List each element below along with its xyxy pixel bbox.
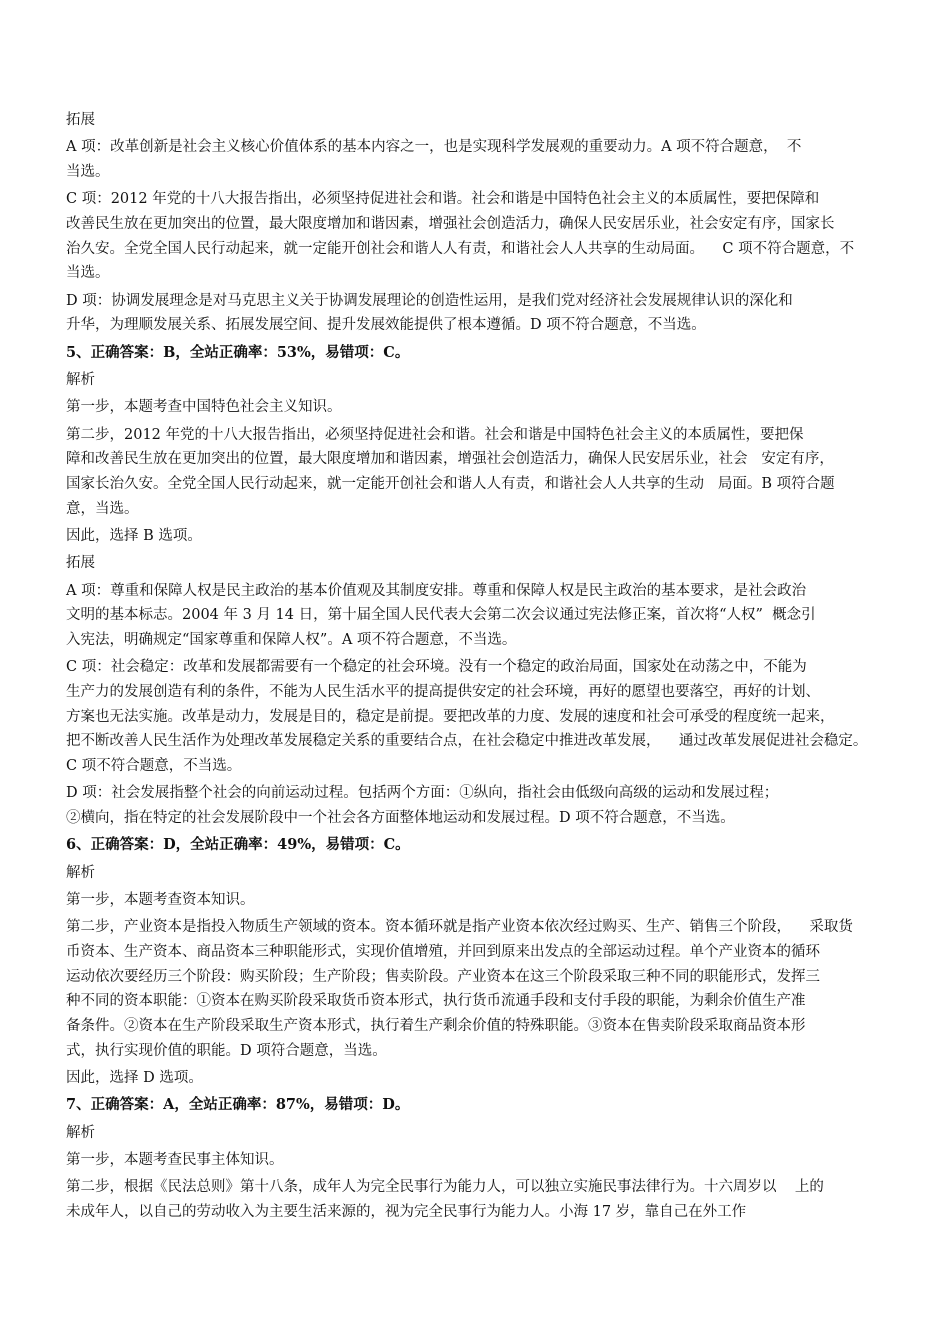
text-line: 拓展 [66,555,95,572]
text-line: 6、正确答案：D，全站正确率：49%，易错项：C。 [66,836,410,854]
text-line: 第一步，本题考查民事主体知识。 [66,1152,284,1168]
expand-heading [66,108,892,133]
text-line: 因此，选择 B 选项。 [66,528,202,544]
text-line: 运动依次要经历三个阶段：购买阶段；生产阶段；售卖阶段。产业资本在这三个阶段采取三种不同的职能形式，发挥三 [66,968,820,985]
text-line: 当选。 [66,265,110,282]
item-c-5 [66,655,892,779]
item-c-1 [66,187,892,286]
conclusion-5 [66,524,892,549]
analysis-heading-5 [66,368,892,393]
text-line: 解析 [66,1124,95,1141]
answer-5 [66,341,892,366]
text-line: 式，执行实现价值的职能。D 项符合题意，当选。 [66,1042,387,1059]
item-a-5 [66,579,892,653]
text-line: C 项：2012 年党的十八大报告指出，必须坚持促进社会和谐。社会和谐是中国特色社会主义的本质属性，要把保障和 [66,191,820,208]
text-line: 币资本、生产资本、商品资本三种职能形式，实现价值增殖，并回到原来出发点的全部运动过程。单个产业资本的循环 [66,944,820,960]
answer-6 [66,833,892,858]
step2-5 [66,423,892,522]
text-line: A 项：尊重和保障人权是民主政治的基本价值观及其制度安排。尊重和保障人权是民主政治的基本要求，是社会政治 [66,582,807,599]
text-line: 升华，为理顺发展关系、拓展发展空间、提升发展效能提供了根本遵循。D 项不符合题意，不当选。 [66,317,706,334]
text-line: 解析 [66,372,95,388]
text-line: C 项不符合题意，不当选。 [66,758,242,775]
text-line: 5、正确答案：B，全站正确率：53%，易错项：C。 [66,343,410,361]
analysis-heading-7 [66,1121,892,1146]
text-line: 拓展 [66,112,95,128]
text-line: 7、正确答案：A，全站正确率：87%，易错项：D。 [66,1096,410,1114]
text-line: D 项：社会发展指整个社会的向前运动过程。包括两个方面：①纵向，指社会由低级向高级的运动和发展过程； [66,785,779,802]
text-line: D 项：协调发展理念是对马克思主义关于协调发展理论的创造性运用，是我们党对经济社会发展规律认识的深化和 [66,292,793,309]
conclusion-6 [66,1066,892,1091]
text-line: 治久安。全党全国人民行动起来，就一定能开创社会和谐人人有责，和谐社会人人共享的生动局面。 C 项不符合题意，不 [66,240,855,257]
text-line: 当选。 [66,164,110,180]
text-line: 未成年人，以自己的劳动收入为主要生活来源的，视为完全民事行为能力人。小海 17 岁，靠自己在外工作 [66,1204,747,1220]
text-line: 意，当选。 [66,500,139,517]
text-line: 生产力的发展创造有利的条件，不能为人民生活水平的提高提供安定的社会环境，再好的愿望也要落空，再好的计划、 [66,684,820,700]
text-line: A 项：改革创新是社会主义核心价值体系的基本内容之一，也是实现科学发展观的重要动力。A 项不符合题意， 不 [66,139,802,156]
text-line: 第二步，根据《民法总则》第十八条，成年人为完全民事行为能力人，可以独立实施民事法律行为。十六周岁以 上的 [66,1179,824,1196]
answer-7 [66,1093,892,1118]
expand-heading-5 [66,551,892,576]
text-line: ②横向，指在特定的社会发展阶段中一个社会各方面整体地运动和发展过程。D 项不符合题意，不当选。 [66,810,735,827]
text-line: 国家长治久安。全党全国人民行动起来，就一定能开创社会和谐人人有责，和谐社会人人共享的生动 局面。B 项符合题 [66,476,835,492]
step1-5 [66,395,892,420]
text-line: 第二步，2012 年党的十八大报告指出，必须坚持促进社会和谐。社会和谐是中国特色社会主义的本质属性，要把保 [66,426,804,443]
step2-6 [66,915,892,1063]
step1-6 [66,888,892,913]
text-line: 解析 [66,864,95,881]
text-line: 因此，选择 D 选项。 [66,1070,203,1087]
text-line: 改善民生放在更加突出的位置，最大限度增加和谐因素，增强社会创造活力，确保人民安居乐业，社会安定有序，国家长 [66,216,835,232]
analysis-heading-6 [66,861,892,886]
text-line: 第二步，产业资本是指投入物质生产领域的资本。资本循环就是指产业资本依次经过购买、生产、销售三个阶段， 采取货 [66,919,853,936]
text-line: 方案也无法实施。改革是动力，发展是目的，稳定是前提。要把改革的力度、发展的速度和社会可承受的程度统一起来， [66,708,835,725]
text-line: 第一步，本题考查中国特色社会主义知识。 [66,399,342,416]
item-d-5 [66,781,892,830]
item-d-1 [66,289,892,338]
step1-7 [66,1148,892,1173]
text-line: 第一步，本题考查资本知识。 [66,892,255,908]
text-line: 种不同的资本职能：①资本在购买阶段采取货币资本形式，执行货币流通手段和支付手段的职能，为剩余价值生产准 [66,993,806,1010]
text-line: 把不断改善人民生活作为处理改革发展稳定关系的重要结合点，在社会稳定中推进改革发展， 通过改革发展促进社会稳定。 [66,733,868,750]
text-line: C 项：社会稳定：改革和发展都需要有一个稳定的社会环境。没有一个稳定的政治局面，国家处在动荡之中，不能为 [66,659,807,676]
text-line: 备条件。②资本在生产阶段采取生产资本形式，执行着生产剩余价值的特殊职能。③资本在售卖阶段采取商品资本形 [66,1018,806,1035]
item-a-1 [66,135,892,184]
text-line: 文明的基本标志。2004 年 3 月 14 日，第十届全国人民代表大会第二次会议通过宪法修正案，首次将“人权” 概念引 [66,607,816,624]
text-line: 障和改善民生放在更加突出的位置，最大限度增加和谐因素，增强社会创造活力，确保人民安居乐业，社会 安定有序， [66,451,834,468]
document-body [66,108,892,1227]
step2-7 [66,1175,892,1224]
text-line: 入宪法，明确规定“国家尊重和保障人权”。A 项不符合题意，不当选。 [66,632,517,648]
